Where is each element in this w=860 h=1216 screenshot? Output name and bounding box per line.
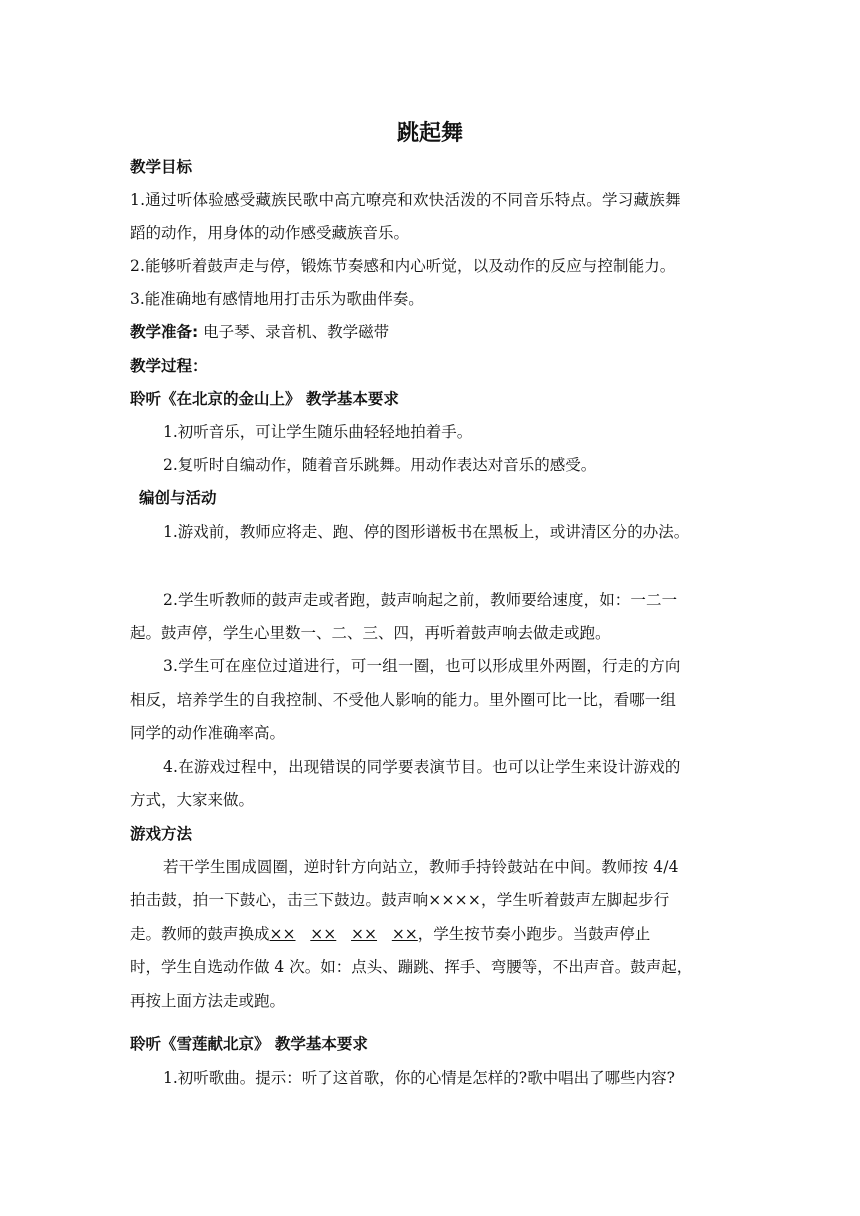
goals-heading: 教学目标: [130, 158, 193, 176]
activity-item-4-line-1: 4.在游戏过程中，出现错误的同学要表演节目。也可以让学生来设计游戏的: [163, 758, 681, 776]
activity-item-4-line-2: 方式，大家来做。: [130, 791, 255, 809]
activity-item-3-line-1: 3.学生可在座位过道进行，可一组一圈，也可以形成里外两圈，行走的方向: [163, 657, 681, 675]
activity-item-1: 1.游戏前，教师应将走、跑、停的图形谱板书在黑板上，或讲清区分的办法。: [163, 523, 690, 541]
game-heading: 游戏方法: [130, 825, 193, 843]
game-line-3-end: ，学生按节奏小跑步。当鼓声停止: [417, 925, 651, 943]
game-line-3-start: 走。教师的鼓声换成: [130, 925, 270, 943]
goal-item-2: 2.能够听着鼓声走与停，锻炼节奏感和内心听觉，以及动作的反应与控制能力。: [130, 257, 676, 275]
rhythm-pattern-4: ××: [391, 925, 418, 943]
section2-item-1: 1.初听歌曲。提示：听了这首歌，你的心情是怎样的?歌中唱出了哪些内容?: [163, 1069, 675, 1087]
section1-item-2: 2.复听时自编动作，随着音乐跳舞。用动作表达对音乐的感受。: [163, 456, 597, 474]
activity-item-3-line-3: 同学的动作准确率高。: [130, 724, 286, 742]
activity-item-2-line-2: 起。鼓声停，学生心里数一、二、三、四，再听着鼓声响去做走或跑。: [130, 624, 611, 642]
page-title: 跳起舞: [396, 121, 463, 146]
prep-label: 教学准备: [130, 323, 193, 341]
rhythm-pattern-1: ××: [269, 925, 296, 943]
prep-colon: :: [192, 323, 199, 341]
activity-item-2-line-1: 2.学生听教师的鼓声走或者跑，鼓声响起之前，教师要给速度，如：一二一: [163, 591, 678, 609]
section2-heading: 聆听《雪莲献北京》 教学基本要求: [130, 1035, 368, 1053]
process-heading: 教学过程：: [130, 357, 208, 375]
game-line-4: 时，学生自选动作做 4 次。如：点头、蹦跳、挥手、弯腰等，不出声音。鼓声起，: [130, 958, 693, 976]
section1-item-1: 1.初听音乐，可让学生随乐曲轻轻地拍着手。: [163, 423, 473, 441]
game-line-1: 若干学生围成圆圈，逆时针方向站立，教师手持铃鼓站在中间。教师按 4/4: [163, 858, 679, 876]
section1-heading: 聆听《在北京的金山上》 教学基本要求: [130, 390, 399, 408]
prep-line: [130, 322, 389, 342]
rhythm-pattern-3: ××: [351, 925, 378, 943]
goal-item-1-line-1: 1.通过听体验感受藏族民歌中高亢嘹亮和欢快活泼的不同音乐特点。学习藏族舞: [130, 191, 681, 209]
goal-item-1-line-2: 蹈的动作，用身体的动作感受藏族音乐。: [130, 224, 410, 242]
rhythm-pattern-2: ××: [310, 925, 337, 943]
prep-text: 电子琴、录音机、教学磁带: [203, 323, 390, 341]
game-line-5: 再按上面方法走或跑。: [130, 992, 286, 1010]
activity-item-3-line-2: 相反，培养学生的自我控制、不受他人影响的能力。里外圈可比一比，看哪一组: [130, 691, 677, 709]
game-line-3: [130, 924, 650, 944]
goal-item-3: 3.能准确地有感情地用打击乐为歌曲伴奏。: [130, 290, 424, 308]
game-line-2: 拍击鼓，拍一下鼓心，击三下鼓边。鼓声响××××，学生听着鼓声左脚起步行: [130, 891, 670, 909]
activity-heading: 编创与活动: [139, 489, 217, 507]
